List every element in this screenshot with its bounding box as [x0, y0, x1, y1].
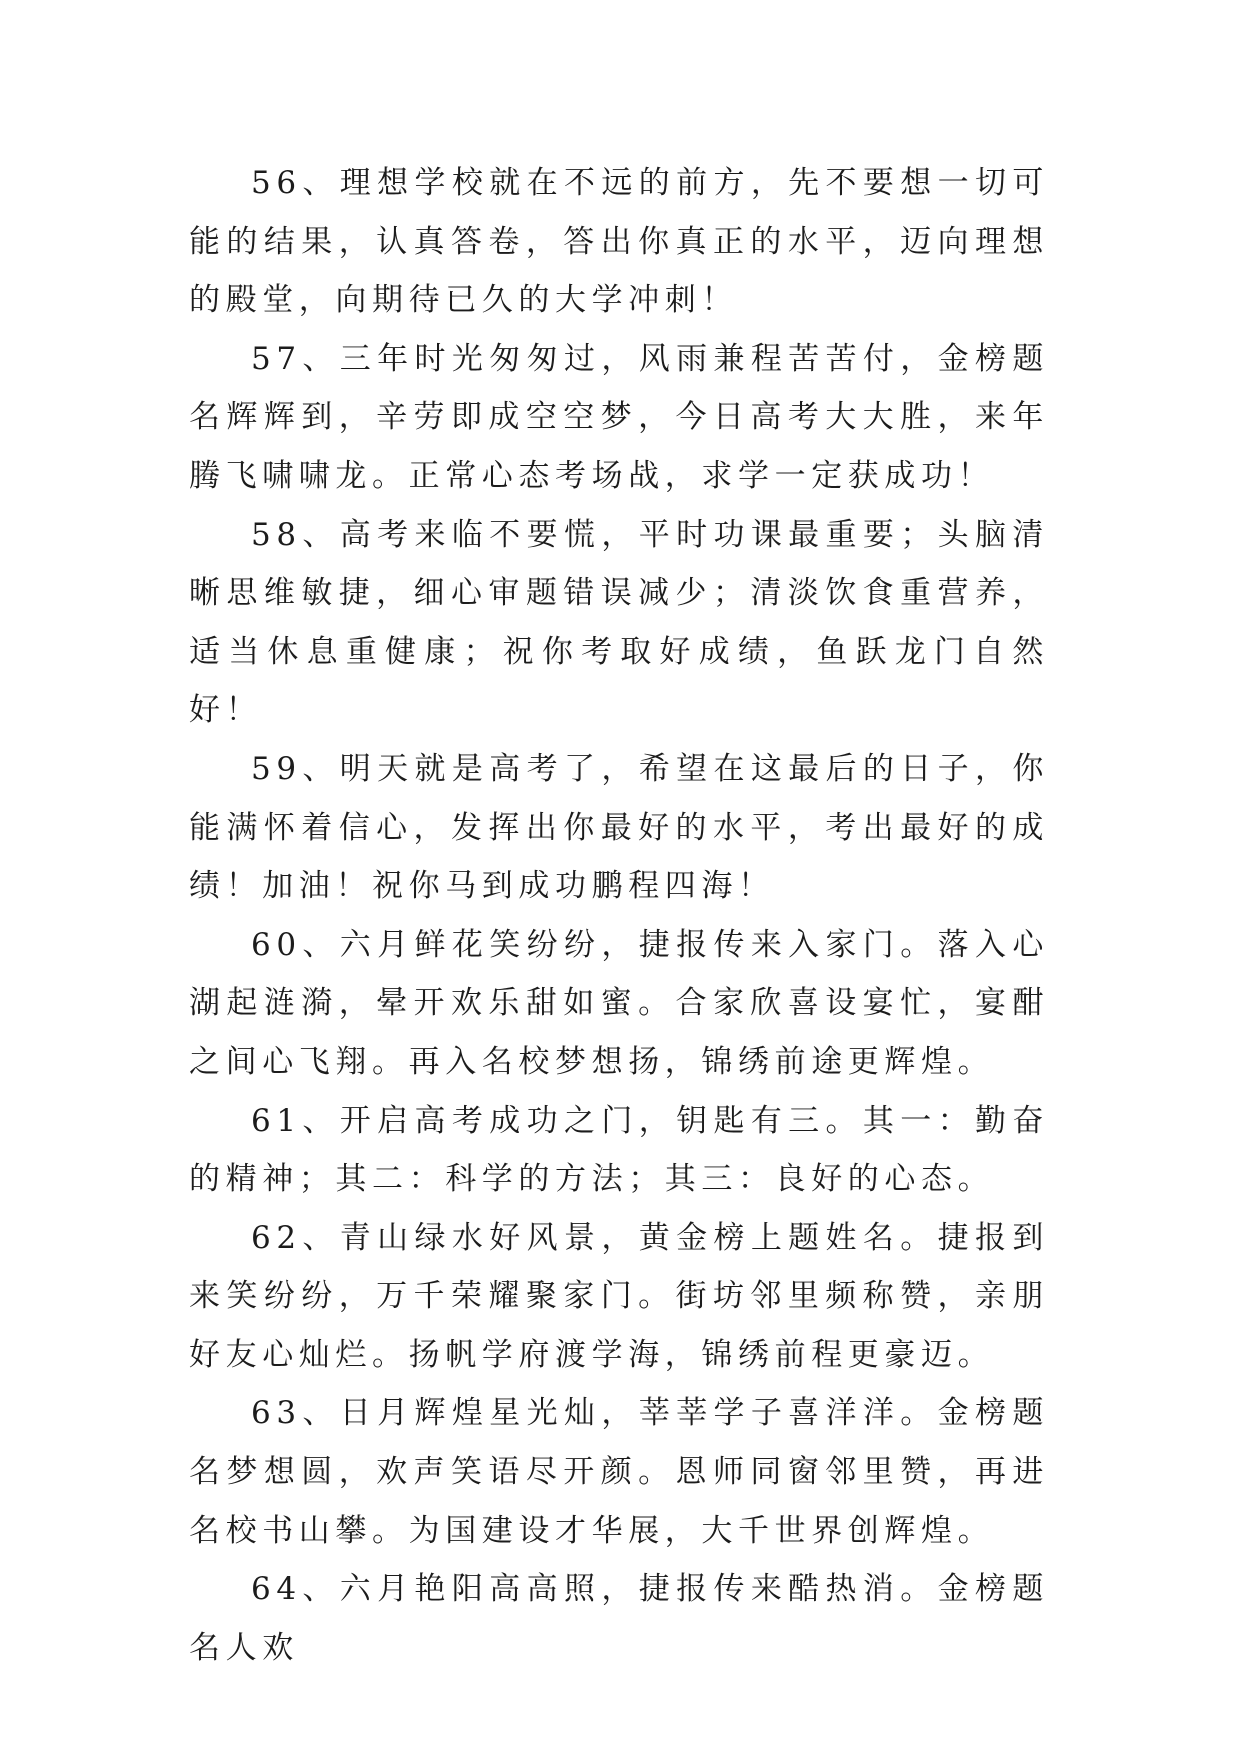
paragraph-59: 59、明天就是高考了，希望在这最后的日子，你能满怀着信心，发挥出你最好的水平，考出最好的成绩！加油！祝你马到成功鹏程四海！ [189, 750, 1049, 905]
paragraph-64: 64、六月艳阳高高照，捷报传来酷热消。金榜题名人欢 [189, 1571, 1049, 1666]
paragraph-61: 61、开启高考成功之门，钥匙有三。其一：勤奋的精神；其二：科学的方法；其三：良好的心态。 [189, 1102, 1049, 1198]
paragraph-62: 62、青山绿水好风景，黄金榜上题姓名。捷报到来笑纷纷，万千荣耀聚家门。街坊邻里频称赞，亲朋好友心灿烂。扬帆学府渡学海，锦绣前程更豪迈。 [189, 1219, 1049, 1373]
paragraph-57: 57、三年时光匆匆过，风雨兼程苦苦付，金榜题名辉辉到，辛劳即成空空梦，今日高考大大胜，来年腾飞啸啸龙。正常心态考场战，求学一定获成功！ [189, 340, 1049, 494]
paragraph-63: 63、日月辉煌星光灿，莘莘学子喜洋洋。金榜题名梦想圆，欢声笑语尽开颜。恩师同窗邻里赞，再进名校书山攀。为国建设才华展，大千世界创辉煌。 [189, 1395, 1049, 1549]
paragraph-58: 58、高考来临不要慌，平时功课最重要；头脑清晰思维敏捷，细心审题错误减少；清淡饮食重营养，适当休息重健康；祝你考取好成绩，鱼跃龙门自然好！ [189, 516, 1049, 729]
document-body [189, 154, 1049, 1677]
paragraph-60: 60、六月鲜花笑纷纷，捷报传来入家门。落入心湖起涟漪，晕开欢乐甜如蜜。合家欣喜设宴忙，宴酣之间心飞翔。再入名校梦想扬，锦绣前途更辉煌。 [189, 926, 1049, 1080]
paragraph-56: 56、理想学校就在不远的前方，先不要想一切可能的结果，认真答卷，答出你真正的水平，迈向理想的殿堂，向期待已久的大学冲刺！ [189, 165, 1049, 319]
